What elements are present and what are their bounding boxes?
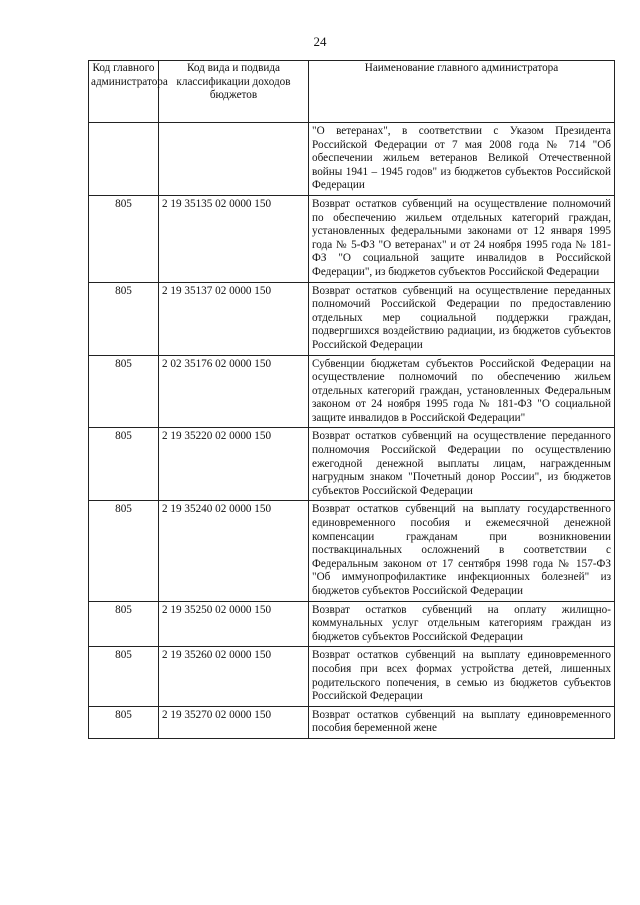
cell-income-code: 2 19 35250 02 0000 150 bbox=[159, 601, 309, 647]
income-classification-table bbox=[88, 60, 615, 739]
cell-admin-name: "О ветеранах", в соответствии с Указом Президента Российской Федерации от 7 мая 2008 года № 714 "Об обеспечении жильем ветеранов Великой Отечественной войны 1941 – 1945 годов" из бюджетов субъектов Российской Федерации bbox=[309, 123, 615, 196]
table-row bbox=[89, 123, 615, 196]
cell-admin-code: 805 bbox=[89, 601, 159, 647]
cell-income-code: 2 19 35270 02 0000 150 bbox=[159, 706, 309, 738]
header-admin-code: Код главного администратора bbox=[89, 61, 159, 123]
cell-admin-name: Возврат остатков субвенций на выплату единовременного пособия беременной жене bbox=[309, 706, 615, 738]
table-row bbox=[89, 282, 615, 355]
cell-income-code: 2 02 35176 02 0000 150 bbox=[159, 355, 309, 428]
cell-admin-code bbox=[89, 123, 159, 196]
cell-admin-name: Возврат остатков субвенций на осуществление переданных полномочий Российской Федерации по предоставлению отдельных мер социальной поддержки граждан, подвергшихся воздействию радиации, из бюджетов субъектов Российской Федерации bbox=[309, 282, 615, 355]
table-row bbox=[89, 706, 615, 738]
cell-admin-code: 805 bbox=[89, 706, 159, 738]
cell-admin-name: Возврат остатков субвенций на оплату жилищно-коммунальных услуг отдельным категориям граждан из бюджетов субъектов Российской Федерации bbox=[309, 601, 615, 647]
header-admin-name: Наименование главного администратора bbox=[309, 61, 615, 123]
table-row bbox=[89, 601, 615, 647]
header-income-code: Код вида и подвида классификации доходов бюджетов bbox=[159, 61, 309, 123]
table-row bbox=[89, 647, 615, 706]
table-row bbox=[89, 501, 615, 601]
table-row bbox=[89, 195, 615, 282]
cell-admin-code: 805 bbox=[89, 282, 159, 355]
cell-admin-name: Возврат остатков субвенций на осуществление полномочий по обеспечению жильем отдельных категорий граждан, установленных федеральными законами от 12 января 1995 года № 5-ФЗ "О ветеранах" и от 24 ноября 1995 года № 181-ФЗ "О социальной защите инвалидов в Российской Федерации", из бюджетов субъектов Российской Федерации bbox=[309, 195, 615, 282]
cell-income-code: 2 19 35240 02 0000 150 bbox=[159, 501, 309, 601]
table-row bbox=[89, 428, 615, 501]
cell-admin-code: 805 bbox=[89, 355, 159, 428]
cell-income-code: 2 19 35260 02 0000 150 bbox=[159, 647, 309, 706]
cell-admin-code: 805 bbox=[89, 195, 159, 282]
cell-admin-code: 805 bbox=[89, 647, 159, 706]
cell-income-code: 2 19 35137 02 0000 150 bbox=[159, 282, 309, 355]
cell-admin-name: Субвенции бюджетам субъектов Российской Федерации на осуществление полномочий по обеспечению жильем отдельных категорий граждан, установленных Федеральным законом от 24 ноября 1995 года № 181-ФЗ "О социальной защите инвалидов в Российской Федерации" bbox=[309, 355, 615, 428]
cell-income-code: 2 19 35220 02 0000 150 bbox=[159, 428, 309, 501]
cell-admin-code: 805 bbox=[89, 501, 159, 601]
cell-income-code: 2 19 35135 02 0000 150 bbox=[159, 195, 309, 282]
cell-admin-name: Возврат остатков субвенций на выплату единовременного пособия при всех формах устройства детей, лишенных родительского попечения, в семью из бюджетов субъектов Российской Федерации bbox=[309, 647, 615, 706]
table-row bbox=[89, 355, 615, 428]
cell-admin-name: Возврат остатков субвенций на выплату государственного единовременного пособия и ежемесячной денежной компенсации гражданам при возникновении поствакцинальных осложнений в соответствии с Федеральным законом от 17 сентября 1998 года № 157-ФЗ "Об иммунопрофилактике инфекционных болезней" из бюджетов субъектов Российской Федерации bbox=[309, 501, 615, 601]
table-header-row bbox=[89, 61, 615, 123]
cell-admin-code: 805 bbox=[89, 428, 159, 501]
cell-income-code bbox=[159, 123, 309, 196]
page-number: 24 bbox=[313, 34, 327, 49]
cell-admin-name: Возврат остатков субвенций на осуществление переданного полномочия Российской Федерации по осуществлению ежегодной денежной выплаты лицам, награжденным нагрудным знаком "Почетный донор России", из бюджетов субъектов Российской Федерации bbox=[309, 428, 615, 501]
